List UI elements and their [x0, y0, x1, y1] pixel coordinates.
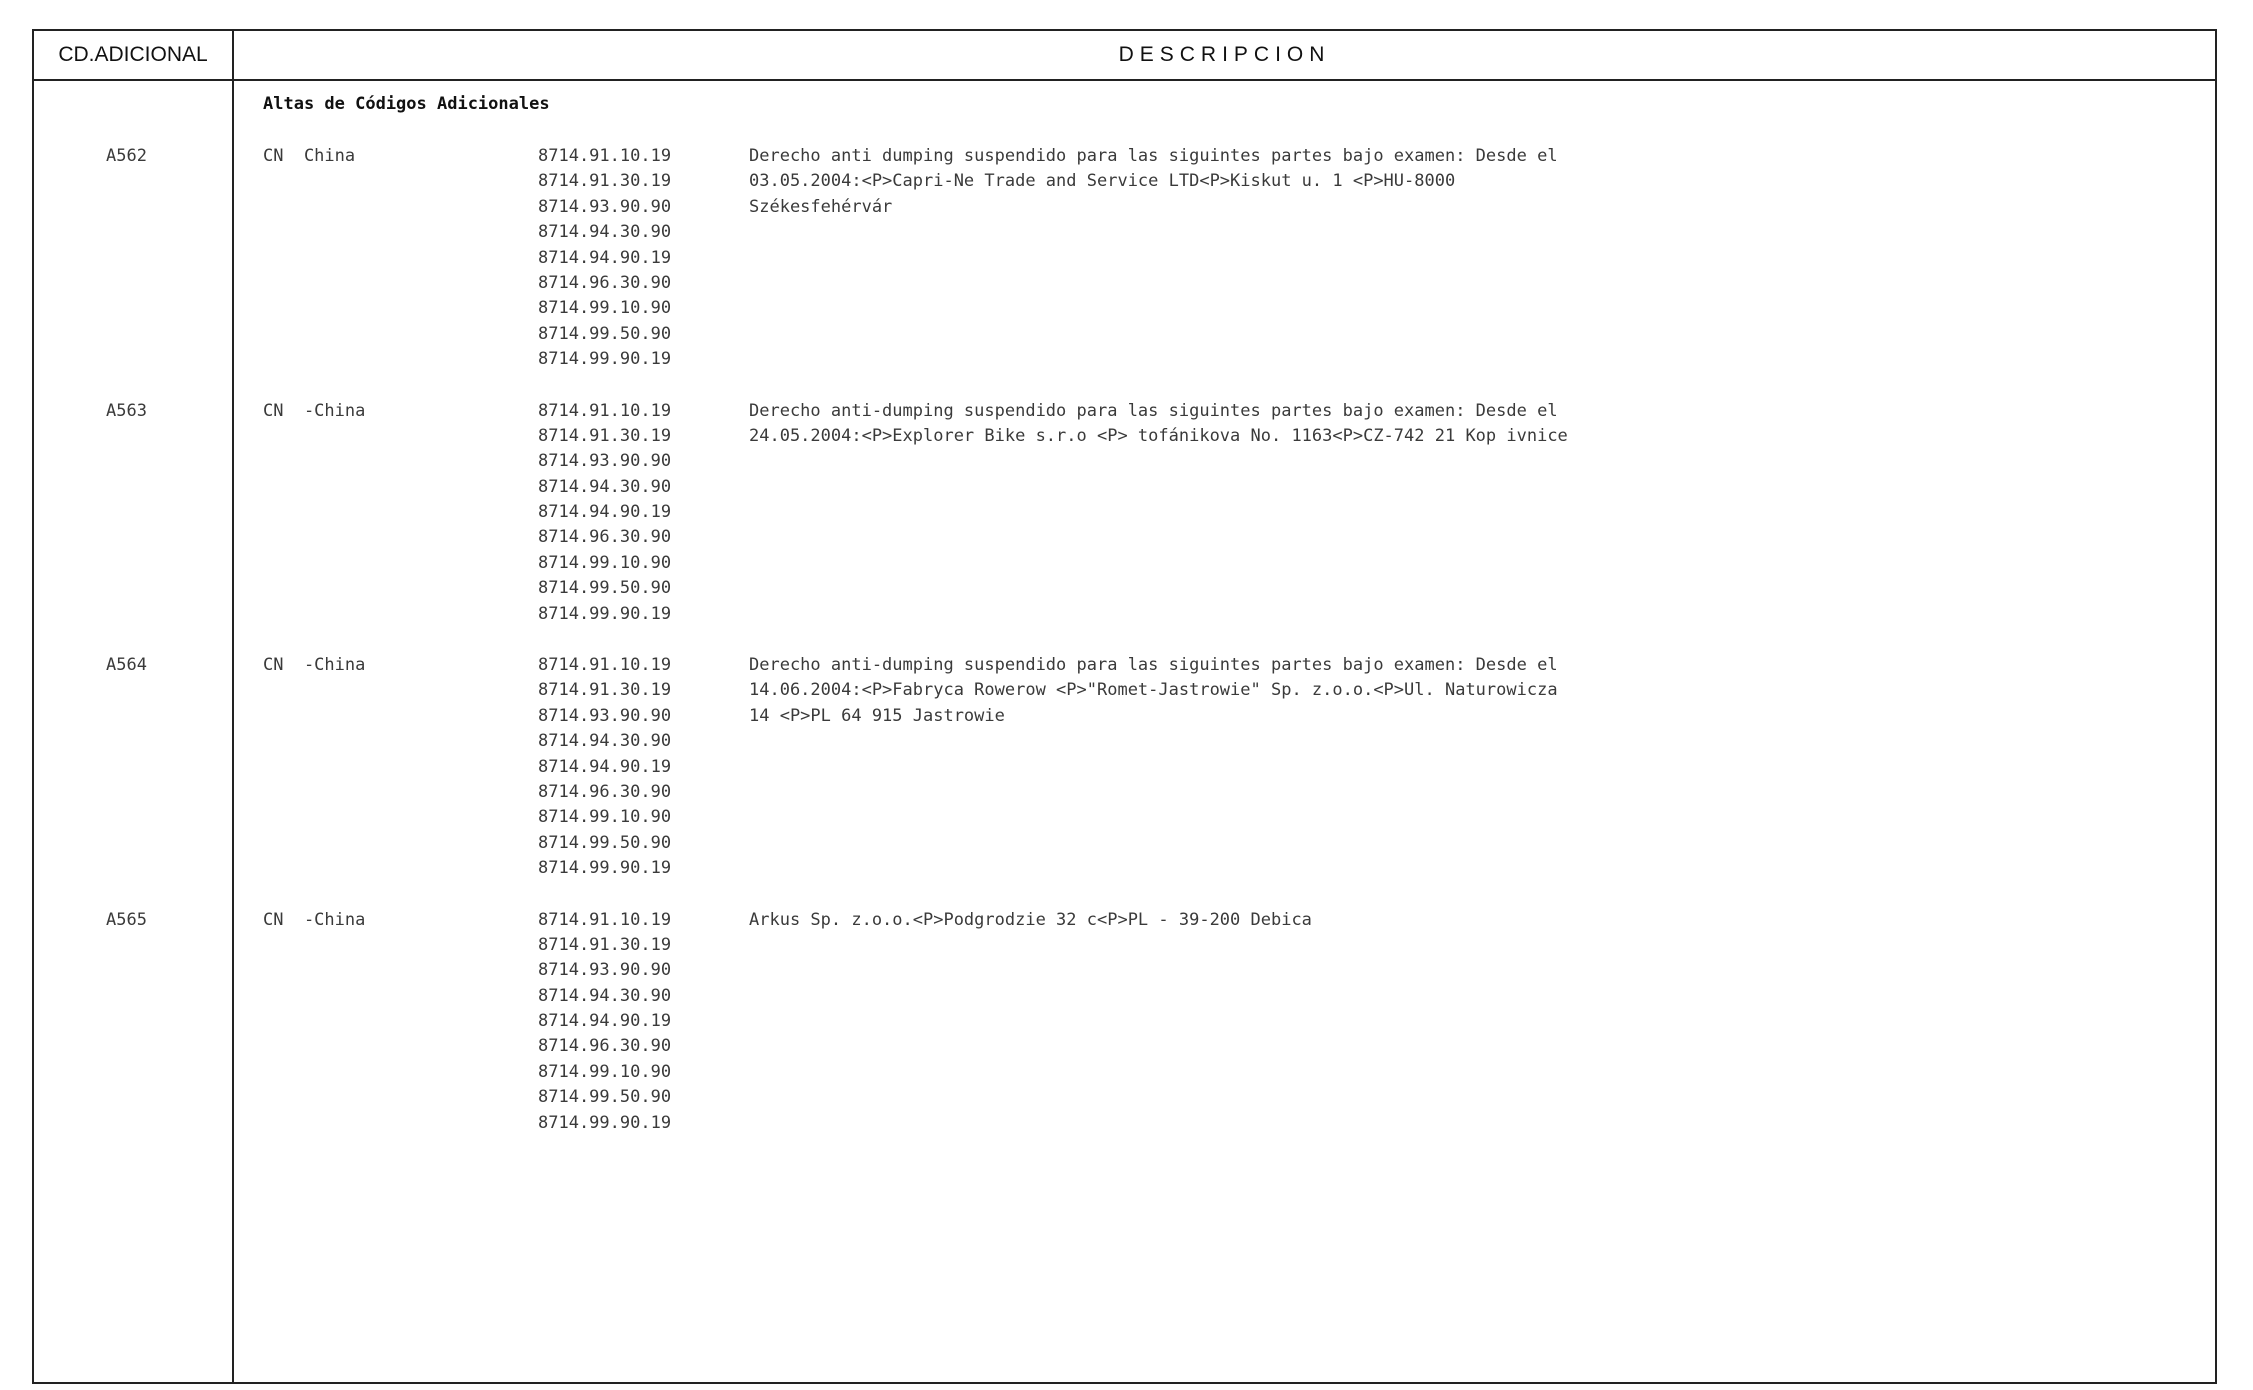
description-line: Derecho anti-dumping suspendido para las siguintes partes bajo examen: Desde el	[749, 655, 1558, 675]
tariff-code: 8714.99.50.90	[538, 323, 672, 344]
description	[749, 144, 1558, 220]
description-line: 24.05.2004:<P>Explorer Bike s.r.o <P> tofánikova No. 1163<P>CZ-742 21 Kop ivnice	[749, 425, 1568, 446]
tariff-code: 8714.93.90.90	[538, 705, 672, 726]
tariff-code: 8714.99.50.90	[538, 832, 672, 853]
country: CN China	[263, 146, 356, 166]
country: CN -China	[263, 400, 366, 421]
tariff-code-list	[538, 653, 671, 882]
section-title: Altas de Códigos Adicionales	[263, 94, 550, 114]
additional-code: A564	[106, 655, 147, 675]
tariff-code: 8714.91.10.19	[538, 655, 672, 675]
tariff-code: 8714.91.30.19	[538, 425, 672, 446]
tariff-code: 8714.96.30.90	[538, 781, 672, 802]
additional-code: A565	[106, 909, 147, 930]
additional-code: A562	[106, 146, 147, 166]
tariff-code: 8714.96.30.90	[538, 272, 672, 293]
tariff-code: 8714.91.30.19	[538, 171, 672, 192]
tariff-code: 8714.99.90.19	[538, 1112, 672, 1133]
tariff-code: 8714.94.90.19	[538, 756, 672, 777]
tariff-code: 8714.99.10.90	[538, 807, 672, 828]
column-divider	[232, 31, 234, 1382]
tariff-code: 8714.93.90.90	[538, 451, 672, 472]
tariff-code: 8714.94.90.19	[538, 247, 672, 268]
description-line: 14.06.2004:<P>Fabryca Rowerow <P>"Romet-Jastrowie" Sp. z.o.o.<P>Ul. Naturowicza	[749, 680, 1558, 701]
tariff-code: 8714.94.30.90	[538, 476, 672, 497]
tariff-code: 8714.93.90.90	[538, 960, 672, 981]
description-line: 03.05.2004:<P>Capri-Ne Trade and Service LTD<P>Kiskut u. 1 <P>HU-8000	[749, 171, 1456, 192]
tariff-code: 8714.96.30.90	[538, 1036, 672, 1057]
tariff-code: 8714.93.90.90	[538, 196, 672, 217]
tariff-code-list	[538, 144, 671, 373]
description	[749, 908, 1312, 933]
tariff-code: 8714.96.30.90	[538, 527, 672, 548]
description	[749, 399, 1568, 450]
tariff-code: 8714.94.30.90	[538, 731, 672, 752]
tariff-code: 8714.91.30.19	[538, 680, 672, 701]
tariff-code: 8714.94.90.19	[538, 1011, 672, 1032]
tariff-code: 8714.99.10.90	[538, 298, 672, 319]
tariff-code: 8714.99.90.19	[538, 603, 672, 624]
tariff-code: 8714.91.10.19	[538, 400, 672, 421]
tariff-code: 8714.91.10.19	[538, 146, 672, 166]
description	[749, 653, 1558, 729]
tariff-code: 8714.94.30.90	[538, 222, 672, 243]
description-line: Derecho anti-dumping suspendido para las siguintes partes bajo examen: Desde el	[749, 400, 1558, 421]
column-header-code: CD.ADICIONAL	[58, 43, 208, 66]
tariff-code: 8714.99.10.90	[538, 552, 672, 573]
tariff-code: 8714.91.30.19	[538, 934, 672, 955]
description-line: 14 <P>PL 64 915 Jastrowie	[749, 705, 1005, 726]
country: CN -China	[263, 909, 366, 930]
tariff-code: 8714.91.10.19	[538, 909, 672, 930]
tariff-code-list	[538, 399, 671, 628]
description-line: Székesfehérvár	[749, 196, 893, 217]
header-divider	[34, 79, 2215, 81]
country: CN -China	[263, 655, 366, 675]
tariff-code: 8714.99.90.19	[538, 858, 672, 879]
description-line: Arkus Sp. z.o.o.<P>Podgrodzie 32 c<P>PL - 39-200 Debica	[749, 909, 1312, 930]
tariff-code: 8714.99.10.90	[538, 1061, 672, 1082]
tariff-code: 8714.99.50.90	[538, 578, 672, 599]
tariff-code: 8714.99.90.19	[538, 349, 672, 370]
tariff-code: 8714.94.90.19	[538, 502, 672, 523]
additional-code: A563	[106, 400, 147, 421]
description-line: Derecho anti dumping suspendido para las siguintes partes bajo examen: Desde el	[749, 146, 1558, 166]
column-header-description: DESCRIPCION	[1118, 43, 1331, 66]
tariff-code: 8714.99.50.90	[538, 1087, 672, 1108]
tariff-code-list	[538, 908, 671, 1137]
tariff-code: 8714.94.30.90	[538, 985, 672, 1006]
